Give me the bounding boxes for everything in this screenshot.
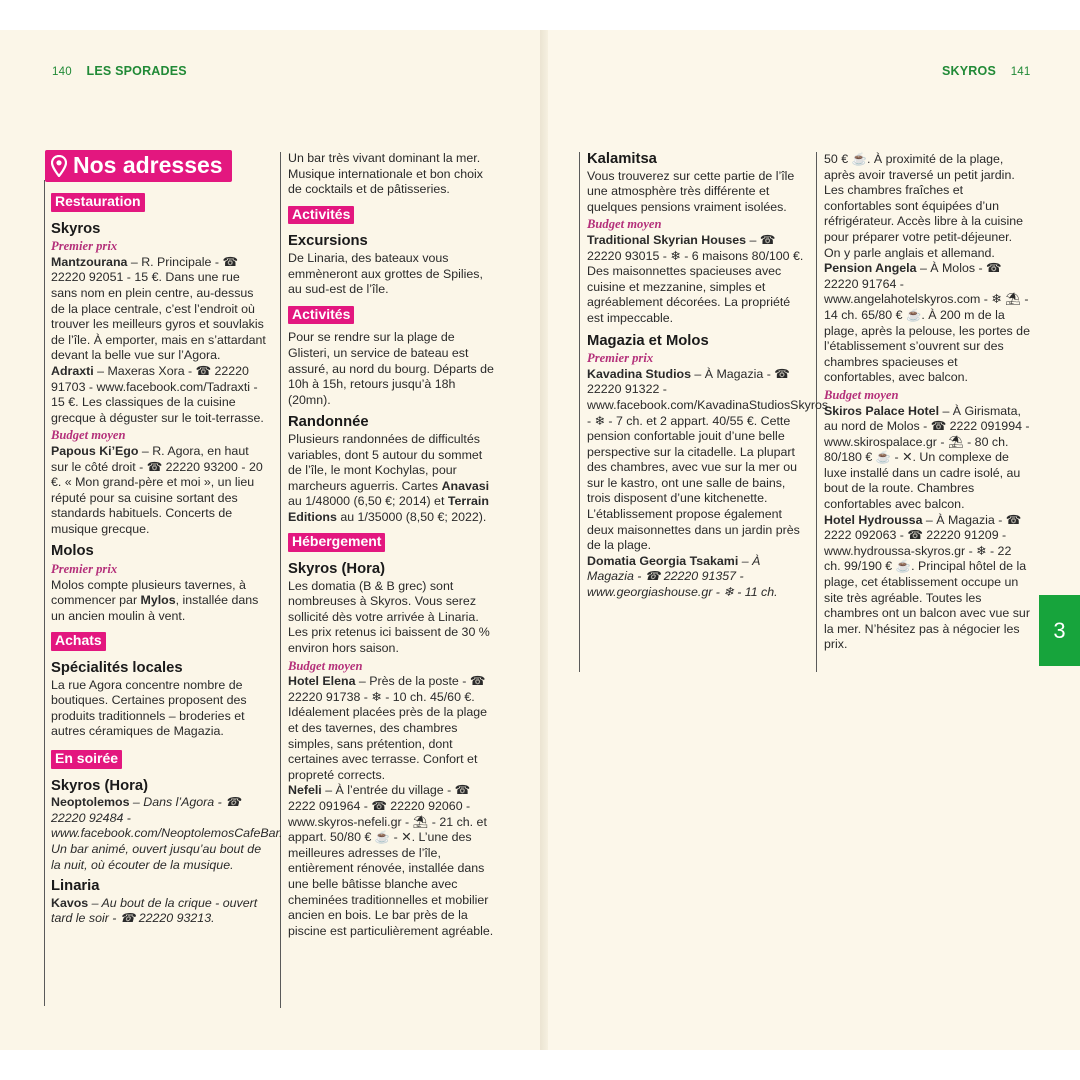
entry-papous: Papous Ki’Ego – R. Agora, en haut sur le côté droit - ☎ 22220 93200 - 20 €. « Mon grand-père et moi », un lieu réputé pour sa cuisine sortant des standards habituels. Concerts de musique grecque. <box>51 443 263 536</box>
entry-kavos: Kavos – Au bout de la crique - ouvert tard le soir - ☎ 22220 93213. <box>51 895 258 926</box>
price-premier-prix: Premier prix <box>51 239 118 254</box>
column-1 <box>51 191 283 927</box>
right-page-number: 141 <box>1010 66 1031 78</box>
entry-skyrian-houses: Traditional Skyrian Houses – ☎ 22220 93015 - ❄ - 6 maisons 80/100 €. Des maisonnettes spacieuses avec cuisine et mezzanine, simples et agréablement décorées. La propriété est impeccable. <box>587 232 804 325</box>
nos-adresses-title <box>45 150 232 182</box>
column-rule-2 <box>280 152 281 1008</box>
entry-plage: Pour se rendre sur la plage de Glisteri, un service de bateau est assuré, au nord du bourg. Départs de 10h à 15h, retours jusqu’à 18h (20mn). <box>288 330 494 407</box>
column-rule-4 <box>816 152 817 672</box>
heading-excursions: Excursions <box>288 233 368 250</box>
entry-adraxti: Adraxti – Maxeras Xora - ☎ 22220 91703 - www.facebook.com/Tadraxti - 15 €. Les classiques de la cuisine grecque à déguster sur le toit-terrasse. <box>51 363 264 425</box>
entry-kalamitsa: Vous trouverez sur cette partie de l’île une atmosphère très différente et quelques pensions vraiment isolées. <box>587 168 795 214</box>
price-premier-prix-molos: Premier prix <box>51 562 118 577</box>
entry-domatia: Les domatia (B & B grec) sont nombreuses à Skyros. Vous serez sollicité dès votre arrivée à Linaria. Les prix retenus ici baissent de 30 % environ hors saison. <box>288 578 490 656</box>
column-rule-1 <box>44 180 45 1006</box>
entry-georgia: Domatia Georgia Tsakami – À Magazia - ☎ 22220 91357 - www.georgiashouse.gr - ❄ - 11 ch. <box>587 553 778 600</box>
nos-adresses-label: Nos adresses <box>73 152 223 178</box>
section-activites-1: Activités <box>288 206 354 225</box>
heading-skyros-hora-2: Skyros (Hora) <box>288 561 386 578</box>
price-budget-moyen-3: Budget moyen <box>587 217 662 232</box>
price-budget-moyen: Budget moyen <box>51 428 126 443</box>
entry-skiros-palace: Skiros Palace Hotel – À Girismata, au nord de Molos - ☎ 2222 091994 - www.skirospalace.gr - ⛱ - 80 ch. 80/180 € ☕ - ✕. Un complexe de luxe installé dans un cadre isolé, au bout de la route. Chambres confortables avec balcon. <box>824 403 1030 512</box>
price-budget-moyen-2: Budget moyen <box>288 658 363 673</box>
column-2 <box>288 151 494 939</box>
location-pin-icon <box>51 155 67 177</box>
heading-kalamitsa: Kalamitsa <box>587 151 657 167</box>
entry-hydroussa: Hotel Hydroussa – À Magazia - ☎ 2222 092063 - ☎ 22220 91209 - www.hydroussa-skyros.gr - ❄ - 22 ch. 99/190 € ☕. Principal hôtel de la plage, cet établissement occupe un site très agréable. Toutes les chambres ont un balcon avec vue sur la mer. N’hésitez pas à négocier les prix. <box>824 512 1030 652</box>
heading-magazia: Magazia et Molos <box>587 332 709 349</box>
right-page-title: SKYROS <box>942 64 996 78</box>
entry-angela: Pension Angela – À Molos - ☎ 22220 91764 - www.angelahotelskyros.com - ❄ ⛱ - 14 ch. 65/80 € ☕. À 200 m de la plage, après la pelouse, les portes de l’établissement s’ouvrent sur des chambres spacieuses et confortables, avec balcon. <box>824 261 1030 385</box>
entry-excursions: De Linaria, des bateaux vous emmèneront aux grottes de Spilies, au sud-est de l’île. <box>288 250 483 297</box>
entry-nefeli: Nefeli – À l’entrée du village - ☎ 2222 091964 - ☎ 22220 92060 - www.skyros-nefeli.gr - ⛱ - 21 ch. et appart. 50/80 € ☕ - ✕. L’une des meilleures adresses de l’île, entièrement rénovée, installée dans une belle bâtisse blanche avec cheminées traditionnelles et mobilier ancien en bois. Le bar près de la piscine est particulièrement agréable. <box>288 783 494 938</box>
section-activites-2: Activités <box>288 306 354 325</box>
heading-skyros: Skyros <box>51 220 101 237</box>
price-budget-moyen-4: Budget moyen <box>824 387 899 402</box>
entry-continued: 50 € ☕. À proximité de la plage, après avoir traversé un petit jardin. Les chambres fraîches et confortables sont équipées d’un réfrigérateur. Accès libre à la cuisine pour préparer votre petit-déjeuner. On y parle anglais et allemand. <box>824 152 1024 260</box>
left-page-header <box>52 64 187 78</box>
section-restauration: Restauration <box>51 193 145 212</box>
heading-molos: Molos <box>51 543 94 560</box>
heading-specialites: Spécialités locales <box>51 660 183 677</box>
right-page-header <box>942 64 1031 78</box>
heading-randonnee: Randonnée <box>288 414 369 431</box>
left-page-title: LES SPORADES <box>86 64 187 78</box>
entry-neoptolemos: Neoptolemos – Dans l’Agora - ☎ 22220 92484 - www.facebook.com/NeoptolemosCafeBar. Un bar animé, ouvert jusqu’au bout de la nuit, où écouter de la musique. <box>51 795 283 872</box>
section-hebergement: Hébergement <box>288 533 385 552</box>
entry-kavadina: Kavadina Studios – À Magazia - ☎ 22220 91322 - www.facebook.com/KavadinaStudiosSkyros - ❄ - 7 ch. et 2 appart. 40/55 €. Cette pension confortable jouit d’une belle perspective sur la citadelle. La plupart des chambres, avec vue sur la mer ou sur le kastro, ont une salle de bains, trois disposent d’une kitchenette. L’établissement propose également deux maisonnettes dans un jardin près de la plage. <box>587 366 829 553</box>
book-gutter <box>540 30 548 1050</box>
entry-bar: Un bar très vivant dominant la mer. Musique internationale et bon choix de cocktails et de pâtisseries. <box>288 151 483 197</box>
entry-molos: Molos compte plusieurs tavernes, à commencer par Mylos, installée dans un ancien moulin à vent. <box>51 577 259 623</box>
entry-elena: Hotel Elena – Près de la poste - ☎ 22220 91738 - ❄ - 10 ch. 45/60 €. Idéalement placées près de la plage et des tavernes, des chambres simples, sans prétention, dont certaines avec terrasse. Confort et propreté corrects. <box>288 674 488 782</box>
column-3 <box>587 151 829 601</box>
chapter-tab[interactable]: 3 <box>1039 595 1080 666</box>
column-4 <box>824 152 1031 653</box>
heading-linaria: Linaria <box>51 878 100 895</box>
section-achats: Achats <box>51 632 106 651</box>
entry-mantzourana: Mantzourana – R. Principale - ☎ 22220 92051 - 15 €. Dans une rue sans nom en plein centre, au-dessus de la place centrale, c’est l’endroit où trouver les meilleurs gyros et souvlakis de l’île. À emporter, mais en s’attardant devant la belle vue sur l’Agora. <box>51 254 266 363</box>
left-page-number: 140 <box>52 66 72 78</box>
entry-randonnee: Plusieurs randonnées de difficultés variables, dont 5 autour du sommet de l’île, le mont Kochylas, pour marcheurs aguerris. Cartes Anavasi au 1/48000 (6,50 €; 2014) et Terrain Editions au 1/35000 (8,50 €; 2022). <box>288 431 490 524</box>
entry-specialites: La rue Agora concentre nombre de boutiques. Certaines proposent des produits traditionnels – broderies et autres céramiques de Magazia. <box>51 677 247 739</box>
price-premier-prix-3: Premier prix <box>587 351 654 366</box>
section-en-soiree: En soirée <box>51 750 122 769</box>
column-rule-3 <box>579 152 580 672</box>
heading-skyros-hora: Skyros (Hora) <box>51 777 149 794</box>
